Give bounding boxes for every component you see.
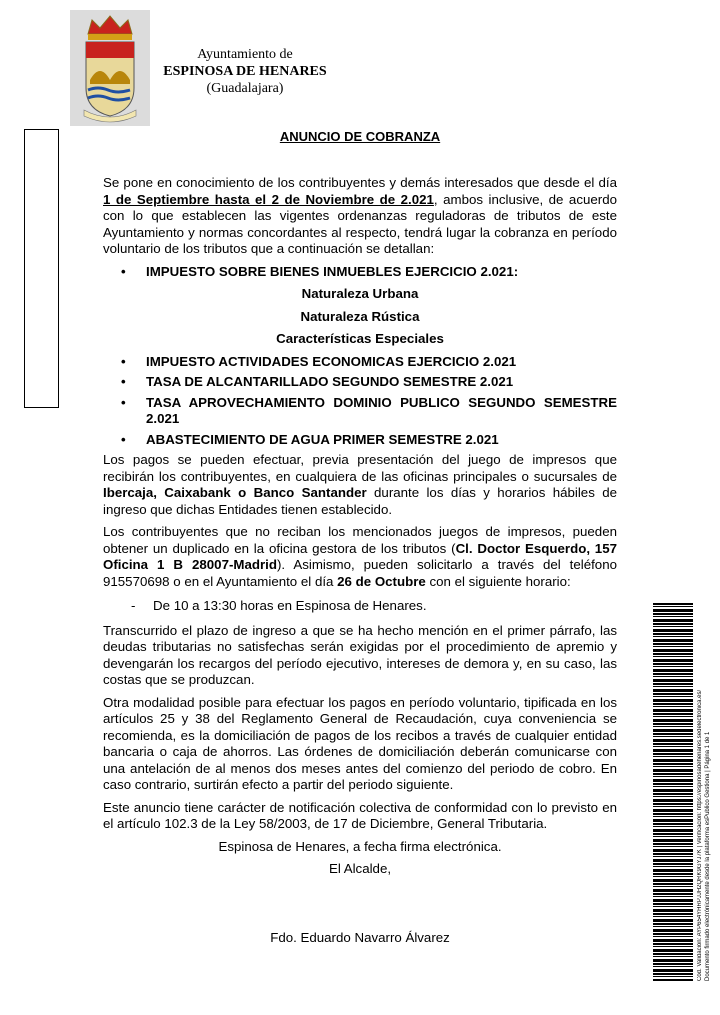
mayor-title: El Alcalde,	[328, 861, 392, 876]
deadline-paragraph: Transcurrido el plazo de ingreso a que se ha hecho mención en el primer párrafo, las deudas tributarias no satisfechas serán exigidas por el procedimiento de apremio y devengarán los recargos del período ejecutivo, intereses de demora y, en su caso, las costas que se produzcan.	[103, 622, 617, 687]
collection-dates: 1 de Septiembre hasta el 2 de Noviembre de 2.021	[103, 191, 434, 207]
tax-item-agua: • ABASTECIMIENTO DE AGUA PRIMER SEMESTRE 2.021	[103, 432, 617, 449]
coat-of-arms-logo	[70, 10, 150, 126]
place-date: Espinosa de Henares, a fecha firma electrónica.	[218, 838, 502, 854]
banks-list: Ibercaja, Caixabank o Banco Santander	[103, 485, 367, 500]
schedule-item: - De 10 a 13:30 horas en Espinosa de Henares.	[103, 598, 617, 615]
tax-subitem-urbana: Naturaleza Urbana	[301, 286, 419, 301]
notice-paragraph: Este anuncio tiene carácter de notificación colectiva de conformidad con lo previsto en el artículo 102.3 de la Ley 58/2003, de 17 de Diciembre, General Tributaria.	[103, 799, 617, 831]
municipality-header	[160, 46, 330, 97]
verification-text	[696, 603, 718, 981]
validation-barcode	[653, 603, 693, 981]
signature: Fdo. Eduardo Navarro Álvarez	[270, 930, 450, 945]
payments-paragraph: Los pagos se pueden efectuar, previa presentación del juego de impresos que recibirán los contribuyentes, en cualquiera de las oficinas principales o sucursales de Ibercaja, Caixabank o Banco Santander durante los días y horarios hábiles de ingreso que dichas Entidades tienen establecido.	[103, 452, 617, 517]
header-line-1: Ayuntamiento de	[197, 47, 293, 62]
tax-item-ibi: • IMPUESTO SOBRE BIENES INMUEBLES EJERCICIO 2.021:	[103, 264, 617, 281]
tax-subitem-rustica: Naturaleza Rústica	[300, 308, 420, 324]
tax-subitem-especiales: Características Especiales	[276, 331, 444, 346]
verification-line-1: Cód. Validación: AYP654YHRPJJH2QRK9GYJ7K | Verificación: https://espinosadehenares.sedelectronica.es/	[697, 689, 703, 981]
verification-line-2: Documento firmado electrónicamente desde la plataforma esPublico Gestiona | Página 1 de 1	[705, 731, 711, 981]
tax-item-iae: • IMPUESTO ACTIVIDADES ECONOMICAS EJERCICIO 2.021	[103, 354, 617, 371]
duplicate-paragraph: Los contribuyentes que no reciban los mencionados juegos de impresos, pueden obtener un duplicado en la oficina gestora de los tributos (Cl. Doctor Esquerdo, 157 Oficina 1 B 28007-Madrid). Asimismo, pueden solicitarlo a través del teléfono 915570698 o en el Ayuntamiento el día 26 de Octubre con el siguiente horario:	[103, 524, 617, 589]
side-margin-box	[24, 129, 59, 408]
domiciliation-paragraph: Otra modalidad posible para efectuar los pagos en período voluntario, tipificada en los artículos 25 y 38 del Reglamento General de Recaudación, cuya conveniencia se recomienda, es la domiciliación de pagos de los recibos a través de cualquier entidad bancaria o caja de ahorros. Las órdenes de domiciliación deberán comunicarse con una antelación de al menos dos meses antes del comienzo del periodo de cobro. En caso contrario, surtirán efecto a partir del periodo siguiente.	[103, 694, 617, 792]
header-municipality-name: ESPINOSA DE HENARES	[163, 64, 327, 79]
header-province: (Guadalajara)	[206, 81, 284, 96]
attention-day: 26 de Octubre	[337, 573, 426, 589]
intro-paragraph: Se pone en conocimiento de los contribuyentes y demás interesados que desde el día 1 de Septiembre hasta el 2 de Noviembre de 2.021, ambos inclusive, de acuerdo con lo que establecen las vigentes ordenanzas reguladoras de tributos de este Ayuntamiento y normas concordantes al respecto, tendrá lugar la cobranza en período voluntario de los tributos que a continuación se detallan:	[103, 175, 617, 256]
tax-item-alcantarillado: • TASA DE ALCANTARILLADO SEGUNDO SEMESTRE 2.021	[103, 374, 617, 391]
document-title: ANUNCIO DE COBRANZA	[279, 129, 441, 144]
office-address: Cl. Doctor Esquerdo, 157 Oficina 1 B 28007-Madrid	[103, 540, 617, 572]
tax-item-dominio-publico: • TASA APROVECHAMIENTO DOMINIO PUBLICO SEGUNDO SEMESTRE 2.021	[103, 395, 617, 428]
document-body	[103, 175, 617, 884]
